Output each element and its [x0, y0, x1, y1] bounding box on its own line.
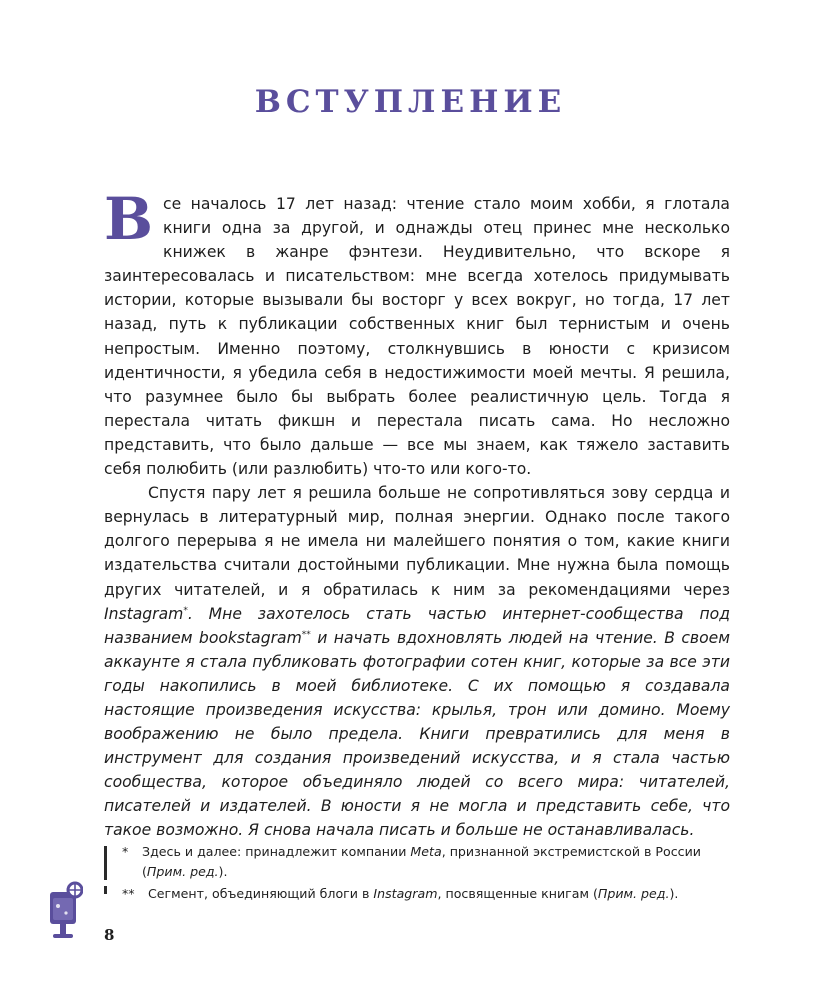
paragraph-1 [104, 185, 730, 481]
footnote-2-text-b: , посвященные книгам ( [437, 886, 598, 901]
footnote-ref-2: ** [301, 629, 311, 640]
footnote-1 [104, 842, 744, 882]
paragraph-2-text-c: и начать вдохновлять людей на чтение. В своем аккаунте я стала публиковать фотографии сотен книг, которые за все эти годы накопились в моей библиотеке. С их помощью я создавала настоящие произведения искусства: крылья, трон или домино. Моему воображению не было предела. Книги превратились для меня в инструмент для создания произведений искусства, и я стала частью сообщества, которое объединяло людей со всего мира: читателей, писателей и издателей. В юности я не могла и представить себе, что такое возможно. Я снова начала писать и больше не останавливалась. [104, 628, 730, 840]
footnote-2-mark: ** [122, 886, 135, 901]
paragraph-2-text-a: Спустя пару лет я решила больше не сопротивляться зову сердца и вернулась в литературный мир, полная энергии. Однако после такого долгого перерыва я не имела ни малейшего понятия о том, какие книги издательства считали достойными публикации. Мне нужна была помощь других читателей, и я обратилась к ним за рекомендациями через [104, 484, 730, 599]
footnotes [104, 842, 744, 904]
drop-cap: В [104, 185, 154, 253]
page-number: 8 [104, 926, 115, 944]
footnote-ref-1: * [183, 605, 188, 616]
footnote-2-note: Прим. ред. [597, 886, 670, 901]
paragraph-2-text-b: . Мне захотелось стать частью интернет-сообщества под названием bookstagram [104, 604, 730, 647]
footnote-1-text-b: , признанной экстремистской в России ( [142, 844, 701, 879]
footnote-1-mark: * [122, 844, 129, 859]
cocktail-glass-icon [47, 880, 83, 942]
footnote-1-text-c: ). [218, 864, 228, 879]
footnote-1-meta: Meta [410, 844, 442, 859]
paragraph-2 [104, 481, 730, 842]
footnote-2-text-c: ). [669, 886, 679, 901]
footnote-1-note: Прим. ред. [146, 864, 219, 879]
paragraph-2-instagram: Instagram [104, 604, 184, 623]
footnote-2-text [148, 884, 678, 904]
footnote-2 [104, 884, 744, 904]
footnote-2-text-a: Сегмент, объединяющий блоги в [148, 886, 374, 901]
footnote-2-instagram: Instagram [373, 886, 438, 901]
chapter-body [104, 185, 730, 843]
footnote-1-text [142, 842, 744, 882]
chapter-title: ВСТУПЛЕНИЕ [254, 84, 567, 120]
paragraph-1-text: се началось 17 лет назад: чтение стало моим хобби, я глотала книги одна за другой, и однажды отец принес мне несколько книжек в жанре фэнтези. Неудивительно, что вскоре я заинтересовалась и писательством: мне всегда хотелось придумывать истории, которые вызывали бы восторг у всех вокруг, но тогда, 17 лет назад, путь к публикации собственных книг был тернистым и очень непростым. Именно поэтому, столкнувшись в юности с кризисом идентичности, я убедила себя в недостижимости моей мечты. Я решила, что разумнее было бы выбрать более реалистичную цель. Тогда я перестала читать фикшн и перестала писать сама. Но несложно представить, что было дальше — все мы знаем, как тяжело заставить себя полюбить (или разлюбить) что-то или кого-то. [104, 195, 730, 479]
footnote-1-text-a: Здесь и далее: принадлежит компании [142, 844, 411, 859]
